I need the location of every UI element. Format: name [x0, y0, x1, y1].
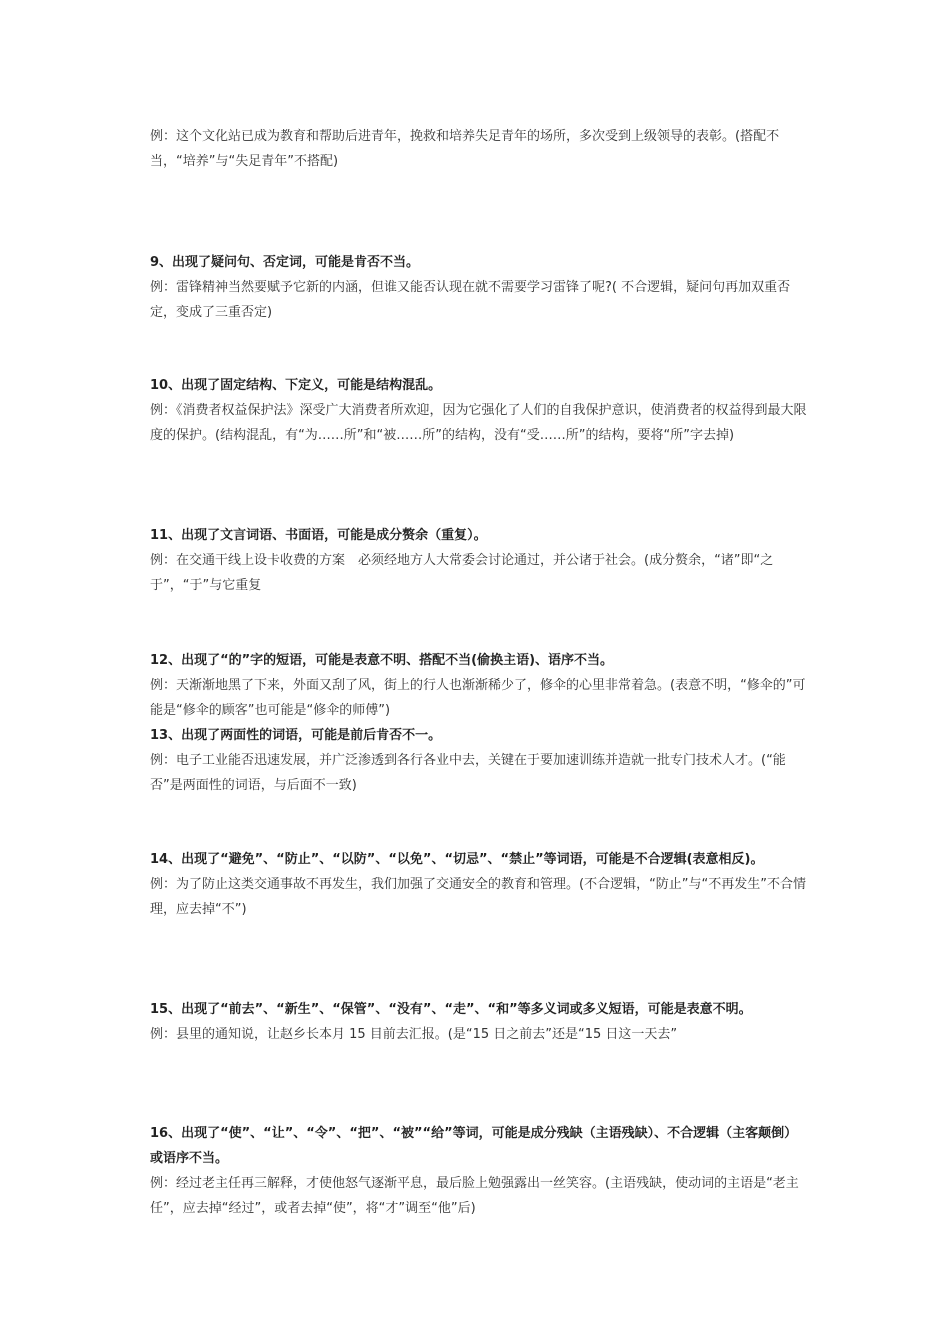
section-heading: 16、出现了“使”、“让”、“令”、“把”、“被”“给”等词，可能是成分残缺（主语残缺）、不合逻辑（主客颠倒）或语序不当。 [150, 1126, 798, 1166]
section-example: 例：经过老主任再三解释，才使他怒气逐渐平息，最后脸上勉强露出一丝笑容。(主语残缺，使动词的主语是“老主任”，应去掉“经过”，或者去掉“使”，将“才”调至“他”后) [150, 1176, 799, 1216]
section-example: 例：在交通干线上设卡收费的方案 必须经地方人大常委会讨论通过，并公诸于社会。(成分赘余，“诸”即“之于”，“于”与它重复 [150, 553, 774, 593]
section-11 [150, 523, 810, 598]
section-example: 例：天渐渐地黑了下来，外面又刮了风，街上的行人也渐渐稀少了，修伞的心里非常着急。(表意不明，“修伞的”可能是“修伞的顾客”也可能是“修伞的师傅”) [150, 678, 806, 718]
section-example: 例：电子工业能否迅速发展，并广泛渗透到各行各业中去，关键在于要加速训练并造就一批专门技术人才。(“能否”是两面性的词语，与后面不一致) [150, 753, 786, 793]
section-heading: 14、出现了“避免”、“防止”、“以防”、“以免”、“切忌”、“禁止”等词语，可能是不合逻辑(表意相反)。 [150, 852, 764, 867]
section-example: 例：这个文化站已成为教育和帮助后进青年，挽救和培养失足青年的场所，多次受到上级领导的表彰。(搭配不当，“培养”与“失足青年”不搭配) [150, 129, 780, 169]
section-15 [150, 997, 810, 1047]
section-example: 例：为了防止这类交通事故不再发生，我们加强了交通安全的教育和管理。(不合逻辑，“防止”与“不再发生”不合情理，应去掉“不”) [150, 877, 807, 917]
section-13 [150, 723, 810, 798]
section-example: 例：雷锋精神当然要赋予它新的内涵，但谁又能否认现在就不需要学习雷锋了呢?( 不合逻辑，疑问句再加双重否定，变成了三重否定) [150, 280, 791, 320]
section-heading: 13、出现了两面性的词语，可能是前后肯否不一。 [150, 728, 442, 743]
section-heading: 10、出现了固定结构、下定义，可能是结构混乱。 [150, 378, 442, 393]
section-10 [150, 373, 810, 448]
section-9 [150, 250, 810, 325]
section-heading: 11、出现了文言词语、书面语，可能是成分赘余（重复）。 [150, 528, 487, 543]
section-heading: 9、出现了疑问句、否定词，可能是肯否不当。 [150, 255, 420, 270]
section-example: 例：县里的通知说，让赵乡长本月 15 目前去汇报。(是“15 日之前去”还是“15 日这一天去” [150, 1027, 678, 1042]
section-heading: 15、出现了“前去”、“新生”、“保管”、“没有”、“走”、“和”等多义词或多义短语，可能是表意不明。 [150, 1002, 752, 1017]
section-14 [150, 847, 810, 922]
section-heading: 12、出现了“的”字的短语，可能是表意不明、搭配不当(偷换主语)、语序不当。 [150, 653, 614, 668]
section-16 [150, 1121, 810, 1221]
section-0 [150, 124, 810, 174]
section-12 [150, 648, 810, 723]
section-example: 例：《消费者权益保护法》深受广大消费者所欢迎，因为它强化了人们的自我保护意识，使消费者的权益得到最大限度的保护。(结构混乱，有“为……所”和“被……所”的结构，没有“受……所”的结构，要将“所”字去掉) [150, 403, 807, 443]
